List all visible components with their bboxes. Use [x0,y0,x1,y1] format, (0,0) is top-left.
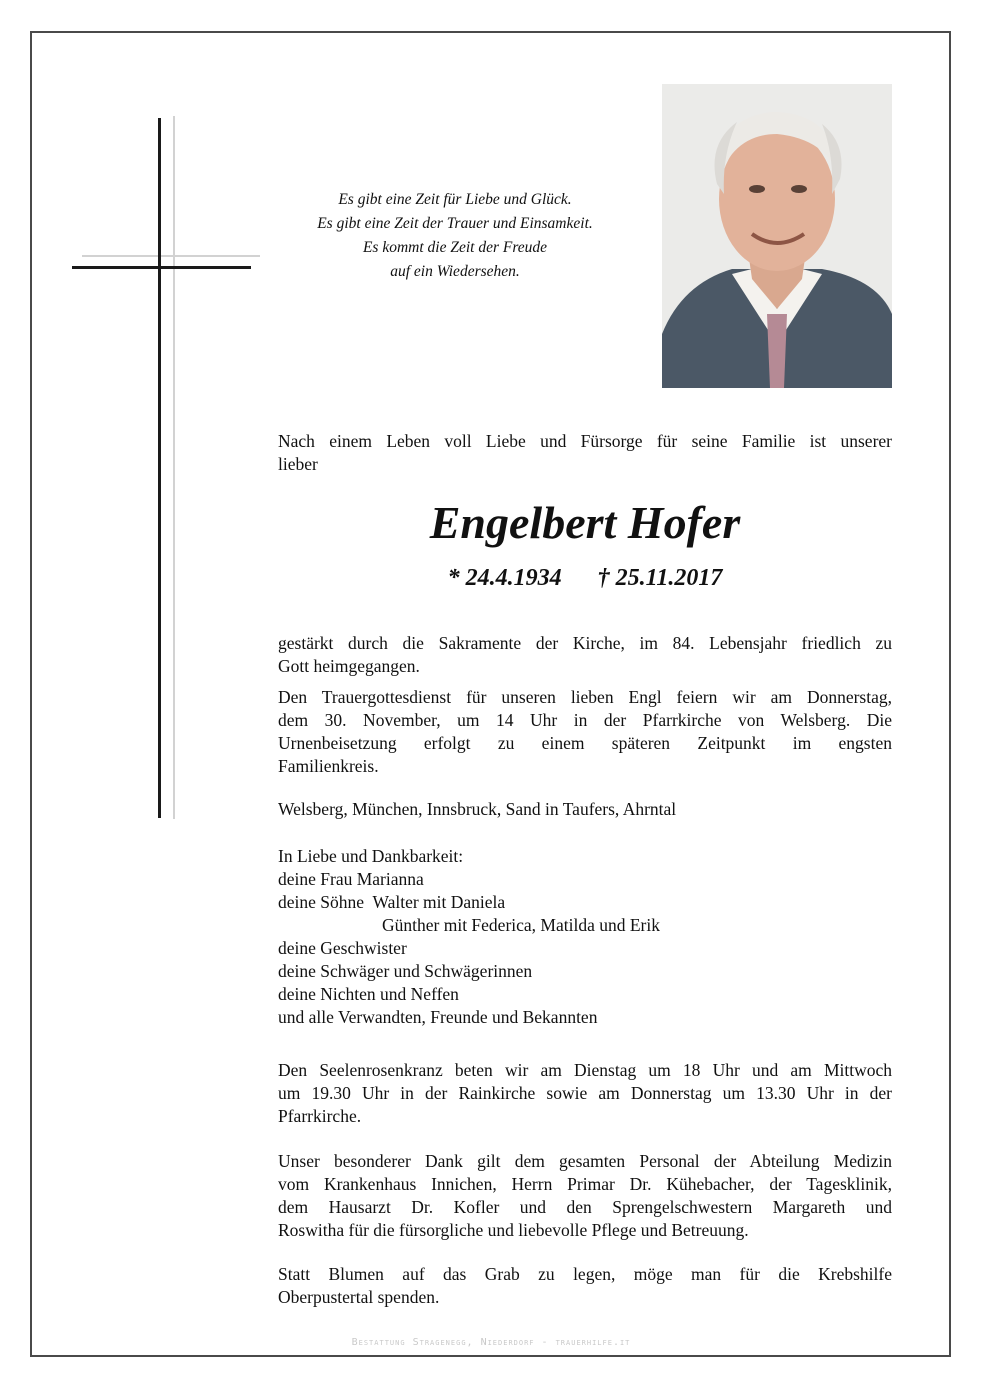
intro-text: Nach einem Leben voll Liebe und Fürsorge für seine Familie ist unserer lieber [278,431,892,474]
mourner-line: deine Frau Marianna [278,869,424,889]
portrait-photo [662,84,892,388]
poem [255,188,655,284]
life-dates: * 24.4.1934 † 25.11.2017 [447,565,723,591]
deceased-name: Engelbert Hofer [429,497,741,548]
paragraph-thanks: Unser besonderer Dank gilt dem gesamten Personal der Abteilung Medizin vom Krankenhaus Innichen, Herrn Primar Dr. Kühebacher, der Tagesklinik, dem Hausarzt Dr. Kofler und den Sprengelschwestern Margareth und Roswitha für die fürsorgliche und liebevolle Pflege und Betreuung. [278,1151,892,1240]
mourner-line: deine Nichten und Neffen [278,984,459,1004]
poem-line: Es gibt eine Zeit der Trauer und Einsamkeit. [317,215,593,232]
mourners-heading: In Liebe und Dankbarkeit: [278,846,464,866]
mourner-line: deine Geschwister [278,938,407,958]
paragraph-sacraments: gestärkt durch die Sakramente der Kirche, im 84. Lebensjahr friedlich zu Gott heimgegangen. [278,633,892,676]
paragraph-flowers: Statt Blumen auf das Grab zu legen, möge man für die Krebshilfe Oberpustertal spenden. [278,1264,892,1307]
places: Welsberg, München, Innsbruck, Sand in Taufers, Ahrntal [278,799,677,819]
mourner-line: und alle Verwandten, Freunde und Bekannten [278,1007,598,1027]
footer-credit: Bestattung Stragenegg, Niederdorf - trauerhilfe.it [351,1337,631,1348]
paragraph-rosary: Den Seelenrosenkranz beten wir am Dienstag um 18 Uhr und am Mittwoch um 19.30 Uhr in der Rainkirche sowie am Donnerstag um 13.30 Uhr in der Pfarrkirche. [278,1060,892,1126]
poem-line: auf ein Wiedersehen. [390,263,520,280]
mourners-list [278,845,660,1029]
poem-line: Es kommt die Zeit der Freude [362,239,548,256]
mourner-line: Günther mit Federica, Matilda und Erik [382,915,660,935]
poem-line: Es gibt eine Zeit für Liebe und Glück. [338,191,572,208]
mourner-line: deine Schwäger und Schwägerinnen [278,961,533,981]
paragraph-funeral: Den Trauergottesdienst für unseren lieben Engl feiern wir am Donnerstag, dem 30. November, um 14 Uhr in der Pfarrkirche von Welsberg. Die Urnenbeisetzung erfolgt zu einem späteren Zeitpunkt im engsten Familienkreis. [278,687,892,776]
mourner-line: deine Söhne Walter mit Daniela [278,892,506,912]
